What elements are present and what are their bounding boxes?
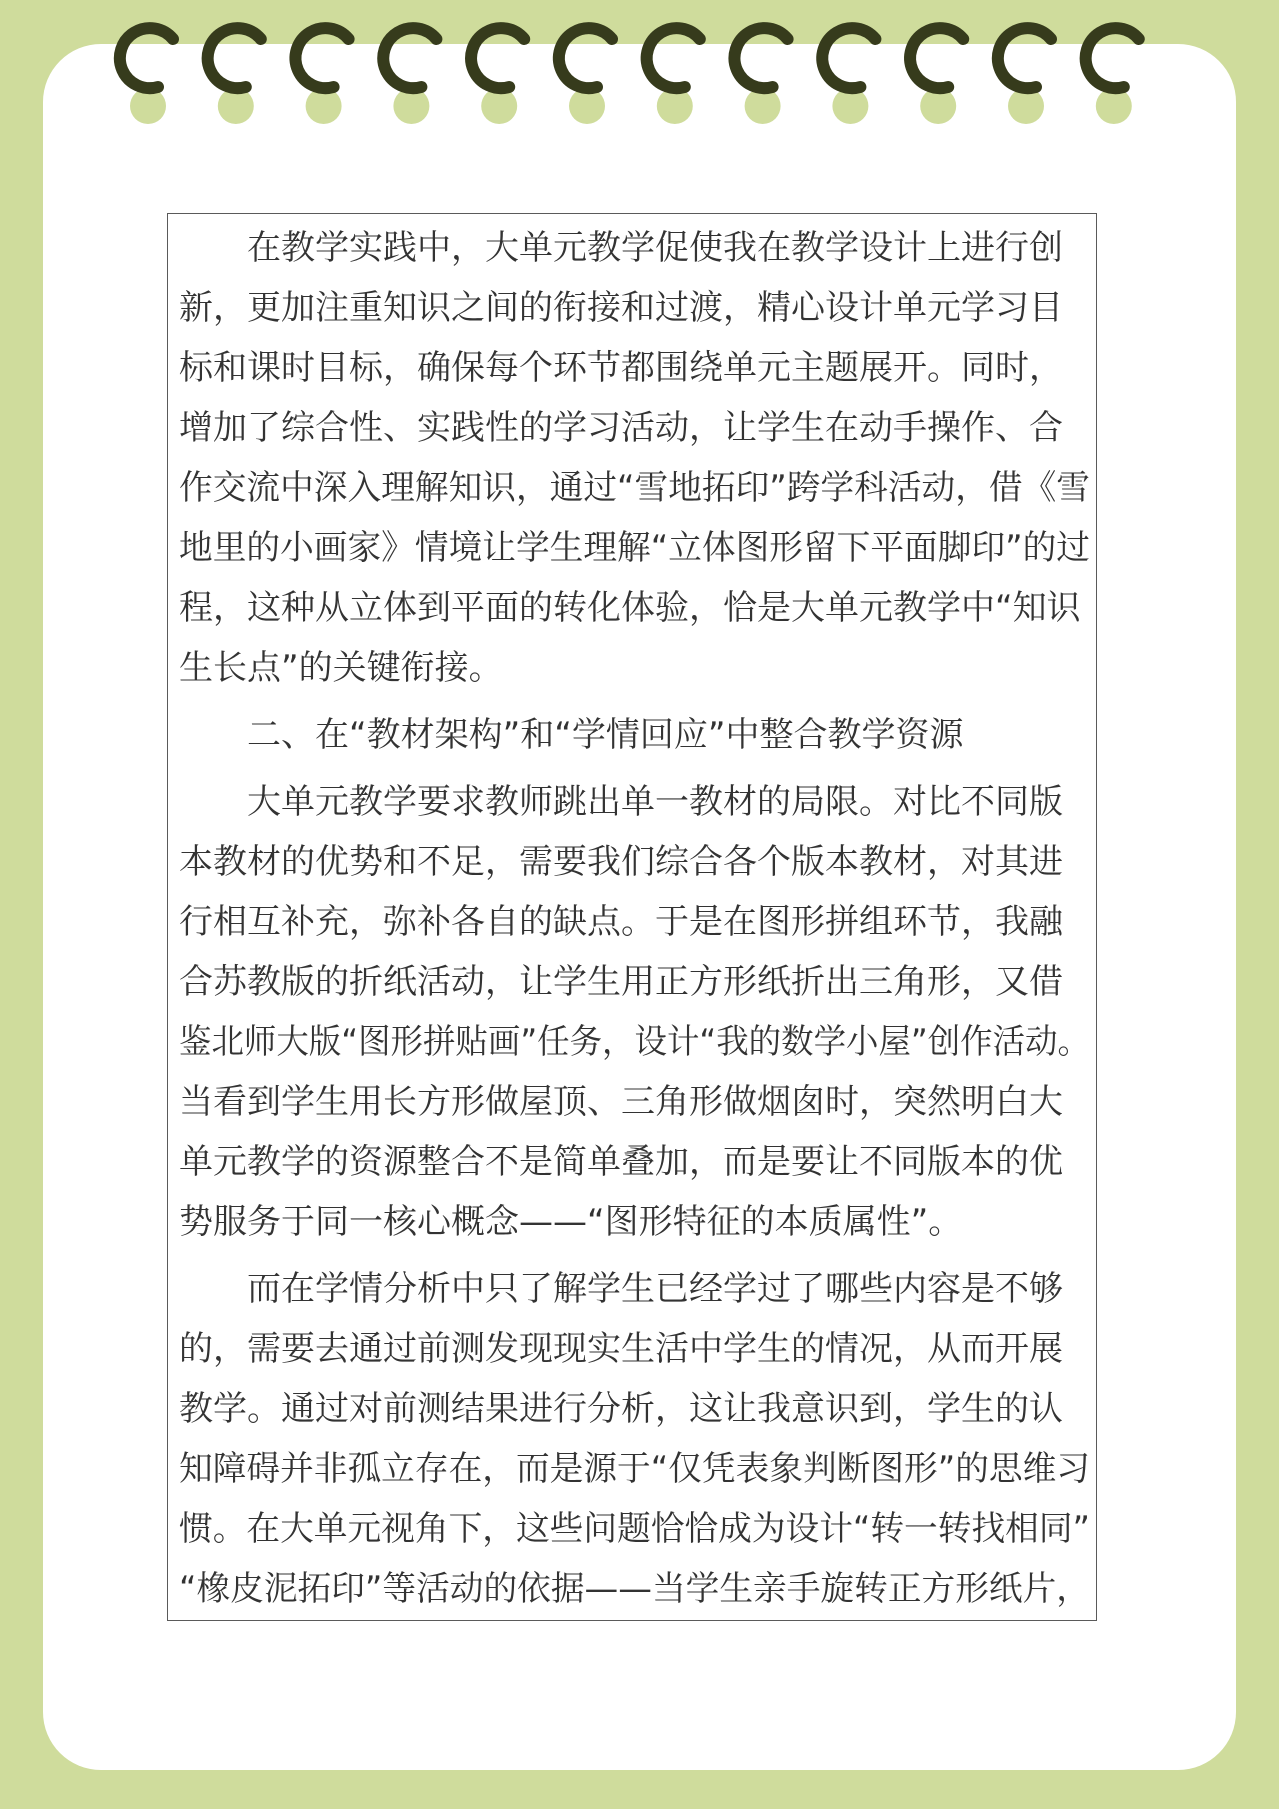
text-line [179, 518, 1090, 578]
text-line [179, 578, 1090, 638]
text-line-content: 势服务于同一核心概念——“图形特征的本质属性”。 [179, 1202, 963, 1242]
text-line-content: 在教学实践中，大单元教学促使我在教学设计上进行创 [247, 228, 1063, 268]
text-line-content: 而在学情分析中只了解学生已经学过了哪些内容是不够 [247, 1269, 1063, 1309]
text-line-content: 当看到学生用长方形做屋顶、三角形做烟囱时，突然明白大 [179, 1082, 1063, 1122]
text-line-content: 单元教学的资源整合不是简单叠加，而是要让不同版本的优 [179, 1142, 1063, 1182]
text-line [179, 1499, 1090, 1559]
binding-ring [910, 28, 963, 88]
text-line-content: 知障碍并非孤立存在，而是源于“仅凭表象判断图形”的思维习 [179, 1449, 1090, 1489]
binding-ring-group [471, 28, 524, 124]
text-line [179, 1192, 1090, 1252]
paragraph-textbook-resources [179, 772, 1090, 1252]
notebook-card [43, 44, 1236, 1770]
text-line-content: 地里的小画家》情境让学生理解“立体图形留下平面脚印”的过 [179, 528, 1090, 568]
section-heading-text: 二、在“教材架构”和“学情回应”中整合教学资源 [247, 715, 964, 755]
text-line [179, 772, 1090, 832]
binding-ring [647, 28, 700, 88]
binding-ring-group [647, 28, 700, 124]
text-line-content: 惯。在大单元视角下，这些问题恰恰成为设计“转一转找相同” [179, 1509, 1090, 1549]
text-line-content: 新，更加注重知识之间的衔接和过渡，精心设计单元学习目 [179, 288, 1063, 328]
text-line-content: 作交流中深入理解知识，通过“雪地拓印”跨学科活动，借《雪 [179, 468, 1090, 508]
text-line-content: 教学。通过对前测结果进行分析，这让我意识到，学生的认 [179, 1389, 1063, 1429]
binding-ring-group [295, 28, 348, 124]
binding-ring [559, 28, 612, 88]
binding-ring [295, 28, 348, 88]
text-line [179, 1132, 1090, 1192]
binding-ring [998, 28, 1051, 88]
binding-ring [1086, 28, 1139, 88]
text-line-content: 合苏教版的折纸活动，让学生用正方形纸折出三角形，又借 [179, 962, 1063, 1002]
text-line [179, 1012, 1090, 1072]
text-line [179, 218, 1090, 278]
binding-ring-group [383, 28, 436, 124]
binding-ring-group [910, 28, 963, 124]
spiral-binding [0, 0, 1279, 140]
text-line [179, 338, 1090, 398]
paragraph-teaching-practice [179, 218, 1090, 698]
binding-ring-group [734, 28, 787, 124]
text-line [179, 278, 1090, 338]
binding-ring-group [1086, 28, 1139, 124]
text-line-content: “橡皮泥拓印”等活动的依据——当学生亲手旋转正方形纸片， [179, 1569, 1090, 1609]
text-line [179, 1319, 1090, 1379]
text-box [167, 213, 1097, 1621]
text-line-content: 标和课时目标，确保每个环节都围绕单元主题展开。同时， [179, 348, 1063, 388]
text-line-content: 的，需要去通过前测发现现实生活中学生的情况，从而开展 [179, 1329, 1063, 1369]
text-line [179, 705, 1090, 765]
binding-ring [208, 28, 261, 88]
binding-ring-group [998, 28, 1051, 124]
binding-ring [383, 28, 436, 88]
text-line [179, 1439, 1090, 1499]
text-line [179, 1379, 1090, 1439]
text-line [179, 952, 1090, 1012]
text-line-content: 程，这种从立体到平面的转化体验，恰是大单元教学中“知识 [179, 588, 1081, 628]
binding-ring-group [559, 28, 612, 124]
text-line [179, 1559, 1090, 1619]
binding-ring [471, 28, 524, 88]
binding-ring [120, 28, 173, 88]
text-line [179, 1259, 1090, 1319]
text-line [179, 1072, 1090, 1132]
text-line-content: 行相互补充，弥补各自的缺点。于是在图形拼组环节，我融 [179, 902, 1063, 942]
binding-ring [734, 28, 787, 88]
text-line-content: 生长点”的关键衔接。 [179, 648, 503, 688]
text-line-content: 增加了综合性、实践性的学习活动，让学生在动手操作、合 [179, 408, 1063, 448]
binding-ring-group [822, 28, 875, 124]
text-line [179, 398, 1090, 458]
text-line [179, 892, 1090, 952]
binding-ring [822, 28, 875, 88]
section-heading [179, 705, 1090, 765]
binding-ring-group [120, 28, 173, 124]
binding-ring-group [208, 28, 261, 124]
text-line-content: 本教材的优势和不足，需要我们综合各个版本教材，对其进 [179, 842, 1063, 882]
paragraph-learning-analysis [179, 1259, 1090, 1619]
text-line [179, 458, 1090, 518]
text-line [179, 638, 1090, 698]
text-line-content: 大单元教学要求教师跳出单一教材的局限。对比不同版 [247, 782, 1063, 822]
text-line-content: 鉴北师大版“图形拼贴画”任务，设计“我的数学小屋”创作活动。 [179, 1022, 1090, 1062]
text-line [179, 832, 1090, 892]
